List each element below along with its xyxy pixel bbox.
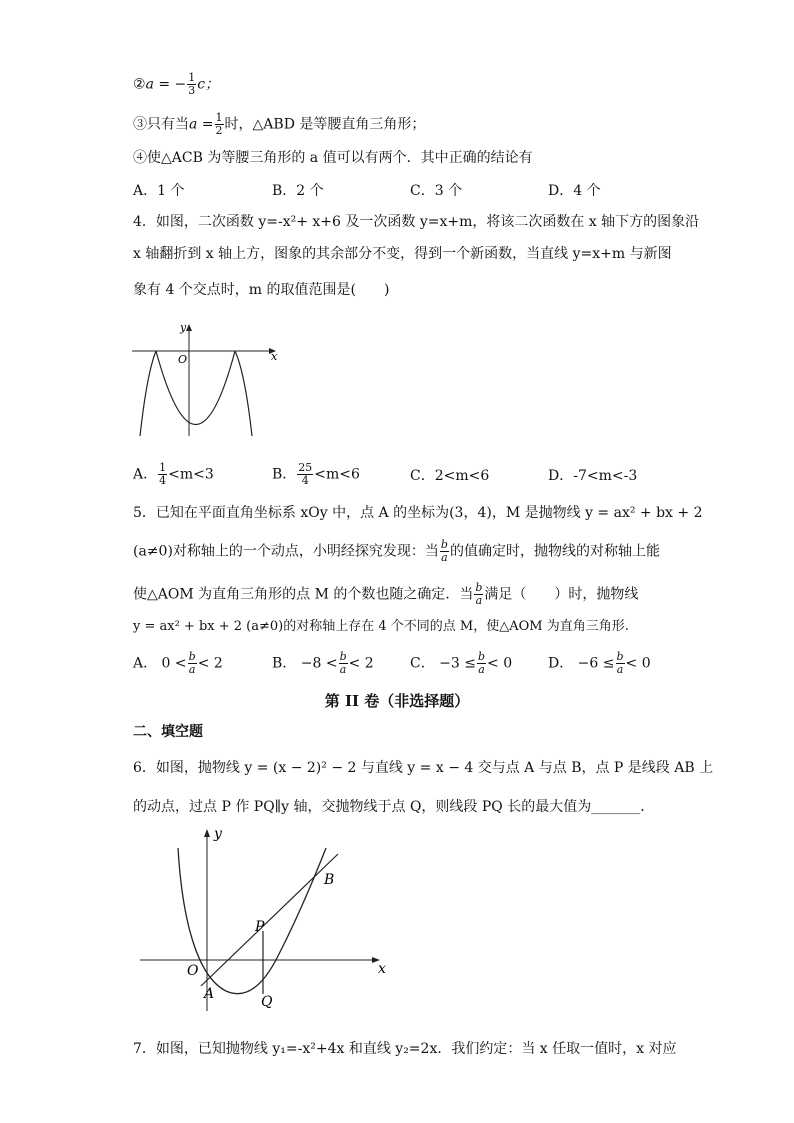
frac-num: b bbox=[339, 650, 347, 663]
q3-item2-prefix: ② bbox=[133, 76, 146, 93]
frac-den: a bbox=[339, 663, 347, 676]
q5-line3 bbox=[133, 582, 638, 607]
q4-optB-tail: <m<6 bbox=[314, 466, 360, 483]
frac-den: 4 bbox=[159, 474, 167, 487]
q4-y-label: y bbox=[180, 321, 187, 334]
q4-optB-fraction bbox=[297, 462, 313, 487]
q6-label-x: x bbox=[378, 961, 386, 977]
q5-option-b[interactable] bbox=[272, 651, 374, 676]
q5-option-d[interactable] bbox=[548, 651, 651, 676]
q4-option-c[interactable]: C．2<m<6 bbox=[410, 468, 490, 484]
frac-num: 1 bbox=[188, 71, 196, 84]
q5-optC-fraction bbox=[477, 651, 486, 676]
q4-option-a[interactable] bbox=[133, 462, 214, 487]
frac-num: 1 bbox=[159, 461, 167, 474]
q6-y-arrow-icon bbox=[204, 829, 210, 837]
frac-num: 1 bbox=[215, 111, 223, 124]
q4-parabola-right-arm bbox=[235, 351, 252, 436]
frac-num: b bbox=[616, 650, 624, 663]
q3-item3-prefix: ③只有当 bbox=[133, 116, 189, 133]
q4-line3: 象有 4 个交点时，m 的取值范围是( ) bbox=[133, 282, 390, 298]
q3-option-c[interactable]: C．3 个 bbox=[410, 183, 463, 199]
frac-den: 3 bbox=[188, 84, 196, 97]
q4-line1: 4．如图，二次函数 y=-x²+ x+6 及一次函数 y=x+m，将该二次函数在 x 轴下方的图象沿 bbox=[133, 214, 700, 230]
q4-origin-label: O bbox=[178, 353, 188, 366]
frac-num: b bbox=[440, 538, 448, 551]
frac-den: a bbox=[188, 663, 196, 676]
q4-option-b[interactable] bbox=[272, 462, 360, 487]
q6-line2: 的动点，过点 P 作 PQ∥y 轴，交抛物线于点 Q，则线段 PQ 长的最大值为_______． bbox=[133, 799, 655, 815]
q5-optA-fraction bbox=[188, 651, 197, 676]
q3-option-d[interactable]: D．4 个 bbox=[548, 183, 601, 199]
q3-item4: ④使△ACB 为等腰三角形的 a 值可以有两个．其中正确的结论有 bbox=[133, 150, 533, 166]
option-letter: A． bbox=[133, 466, 158, 483]
frac-den: a bbox=[616, 663, 624, 676]
q4-graph bbox=[128, 318, 288, 443]
q3-item3 bbox=[133, 112, 425, 137]
q6-line-ab bbox=[201, 854, 338, 986]
q6-graph bbox=[138, 826, 393, 1016]
q4-optA-tail: <m<3 bbox=[168, 466, 214, 483]
q5-line2-b: 的值确定时，抛物线的对称轴上能 bbox=[449, 543, 660, 560]
frac-den: 4 bbox=[301, 474, 309, 487]
q5-optD-fraction bbox=[616, 651, 625, 676]
q5-line1: 5．已知在平面直角坐标系 xOy 中，点 A 的坐标为(3，4)，M 是抛物线 y = ax² + bx + 2 bbox=[133, 505, 703, 521]
q5-optB-right: < 2 bbox=[348, 655, 374, 672]
q6-label-b: B bbox=[324, 872, 335, 888]
q5-optC-right: < 0 bbox=[487, 655, 513, 672]
section-heading: 二、填空题 bbox=[133, 724, 203, 740]
q6-line1: 6．如图，抛物线 y = (x − 2)² − 2 与直线 y = x − 4 交与点 A 与点 B，点 P 是线段 AB 上 bbox=[133, 760, 714, 776]
frac-num: b bbox=[475, 581, 483, 594]
q3-item2-formula: a = − bbox=[145, 76, 187, 93]
q3-item2-tail: c； bbox=[197, 76, 220, 93]
q6-label-y: y bbox=[214, 826, 222, 842]
q3-item3-formula: a = bbox=[189, 116, 214, 133]
frac-num: 25 bbox=[298, 461, 313, 474]
q3-option-a[interactable]: A．1 个 bbox=[133, 183, 185, 199]
q3-option-b[interactable]: B．2 个 bbox=[272, 183, 324, 199]
frac-den: a bbox=[475, 594, 483, 607]
q6-label-q: Q bbox=[261, 994, 273, 1010]
q5-optA-right: < 2 bbox=[197, 655, 223, 672]
q5-line4: y = ax² + bx + 2 (a≠0)的对称轴上存在 4 个不同的点 M，使△AOM 为直角三角形. bbox=[133, 619, 629, 634]
q5-optB-fraction bbox=[339, 651, 348, 676]
q4-parabola-lower bbox=[156, 351, 235, 425]
q6-label-p: P bbox=[255, 919, 265, 935]
q6-label-o: O bbox=[187, 963, 199, 979]
q5-frac-1 bbox=[440, 539, 449, 564]
q3-item3-fraction bbox=[215, 112, 224, 137]
frac-den: 2 bbox=[215, 124, 223, 137]
frac-den: a bbox=[478, 663, 485, 676]
q5-optC-left: C． −3 ≤ bbox=[410, 655, 476, 672]
q3-item3-tail: 时，△ABD 是等腰直角三角形； bbox=[224, 116, 426, 133]
q5-line2 bbox=[133, 539, 660, 564]
section-title: 第 II 卷（非选择题） bbox=[324, 692, 470, 710]
frac-num: b bbox=[477, 650, 486, 663]
q5-line3-a: 使△AOM 为直角三角形的点 M 的个数也随之确定．当 bbox=[133, 586, 474, 603]
q7-line1: 7．如图，已知抛物线 y₁=-x²+4x 和直线 y₂=2x．我们约定：当 x 任取一值时，x 对应 bbox=[133, 1041, 677, 1057]
q4-optA-fraction bbox=[158, 462, 167, 487]
q4-option-d[interactable]: D．-7<m<-3 bbox=[548, 468, 638, 484]
q5-optD-left: D． −6 ≤ bbox=[548, 655, 615, 672]
q5-option-c[interactable] bbox=[410, 651, 512, 676]
q4-x-label: x bbox=[271, 350, 278, 363]
q5-optB-left: B． −8 < bbox=[272, 655, 338, 672]
q5-line2-a: (a≠0)对称轴上的一个动点，小明经探究发现：当 bbox=[133, 543, 439, 560]
q5-optA-left: A． 0 < bbox=[133, 655, 187, 672]
q3-item2-fraction bbox=[187, 72, 196, 97]
q6-parabola bbox=[178, 848, 326, 994]
q4-y-arrow-icon bbox=[186, 324, 192, 331]
q5-option-a[interactable] bbox=[133, 651, 223, 676]
q5-line3-b: 满足（ ）时，抛物线 bbox=[484, 586, 639, 603]
frac-num: b bbox=[188, 650, 196, 663]
q5-frac-2 bbox=[474, 582, 483, 607]
q4-parabola-left-arm bbox=[140, 351, 156, 436]
q6-label-a: A bbox=[204, 986, 215, 1002]
frac-den: a bbox=[441, 551, 448, 564]
option-letter: B． bbox=[272, 466, 297, 483]
q4-line2: x 轴翻折到 x 轴上方，图象的其余部分不变，得到一个新函数，当直线 y=x+m 与新图 bbox=[133, 246, 672, 262]
q3-item2 bbox=[133, 72, 219, 97]
q5-optD-right: < 0 bbox=[625, 655, 651, 672]
